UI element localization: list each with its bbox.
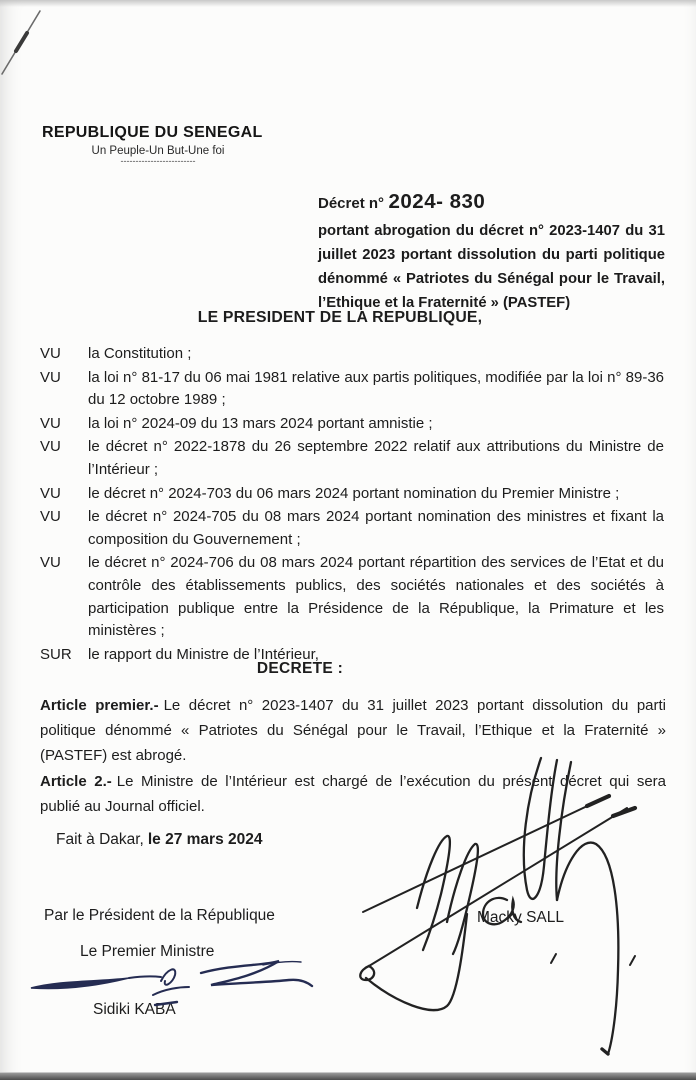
visa-row [40,483,664,506]
visa-row [40,367,664,412]
visa-label: VU [40,508,61,526]
visa-text: le décret n° 2024-705 du 08 mars 2024 portant nomination des ministres et fixant la composition du Gouvernement ; [88,508,664,548]
article-2 [40,769,666,819]
visa-label: VU [40,368,61,386]
letterhead-divider: ------------------------- [120,156,196,166]
decree-number: 2024- 830 [388,190,486,213]
visa-row [40,506,664,551]
visa-label: VU [40,438,61,456]
article-1 [40,693,666,768]
article-1-text: Le décret n° 2023-1407 du 31 juillet 2023 portant dissolution du parti politique dénommé « Patriotes du Sénégal pour le Travail, l’Ethique et la Fraternité » (PASTEF) est abrogé. [40,697,666,764]
pen-mark-icon [0,0,60,90]
document-title: LE PRESIDENT DE LA REPUBLIQUE, [197,309,483,326]
visa-label: VU [40,554,61,572]
decree-heading-block [318,190,665,315]
visa-text: le décret n° 2024-706 du 08 mars 2024 portant répartition des services de l’Etat et du contrôle des établissements publics, des sociétés nationales et des sociétés à participation publique entre la Présidence de la République, la Primature et les ministères ; [88,554,664,640]
visa-row [40,413,664,436]
visa-text: la loi n° 81-17 du 06 mai 1981 relative aux partis politiques, modifiée par la loi n° 89-36 du 12 octobre 1989 ; [88,368,664,409]
date: le 27 mars 2024 [147,831,263,848]
visa-label: SUR [40,645,72,663]
national-motto: Un Peuple-Un But-Une foi [91,145,225,157]
visa-row [40,552,664,642]
visa-row [40,436,664,481]
by-president-line: Par le Président de la République [44,907,275,924]
visa-label: VU [40,414,61,432]
article-1-label: Article premier.- [40,697,159,714]
visa-label: VU [40,345,61,362]
decree-number-line [318,190,665,214]
place-and-date [56,831,263,849]
scan-bottom-edge [0,1072,696,1080]
president-name: Macky SALL [477,909,565,926]
visa-text: le décret n° 2024-703 du 06 mars 2024 portant nomination du Premier Ministre ; [88,484,620,502]
place-prefix: Fait à Dakar, [56,831,144,848]
visa-row [40,343,664,366]
visa-text: la Constitution ; [88,345,192,362]
article-2-label: Article 2.- [40,773,112,790]
visa-label: VU [40,484,61,502]
decree-label: Décret n° [318,195,385,212]
country-title: REPUBLIQUE DU SENEGAL [42,124,263,141]
prime-minister-title: Le Premier Ministre [80,943,215,960]
visa-list [40,343,664,667]
scan-top-edge [0,0,696,7]
prime-minister-name: Sidiki KABA [93,1001,176,1018]
visa-text: le rapport du Ministre de l’Intérieur, [88,645,319,663]
letterhead [42,124,274,165]
article-2-text: Le Ministre de l’Intérieur est chargé de l’exécution du présent décret qui sera publié au Journal officiel. [40,773,666,815]
visa-text: la loi n° 2024-09 du 13 mars 2024 portant amnistie ; [88,414,433,432]
visa-text: le décret n° 2022-1878 du 26 septembre 2022 relatif aux attributions du Ministre de l’Intérieur ; [88,438,664,478]
decrete-heading: DECRETE : [256,660,344,677]
decree-subject: portant abrogation du décret n° 2023-1407 du 31 juillet 2023 portant dissolution du parti politique dénommé « Patriotes du Sénégal pour le Travail, l’Ethique et la Fraternité » (PASTEF) [318,223,665,311]
